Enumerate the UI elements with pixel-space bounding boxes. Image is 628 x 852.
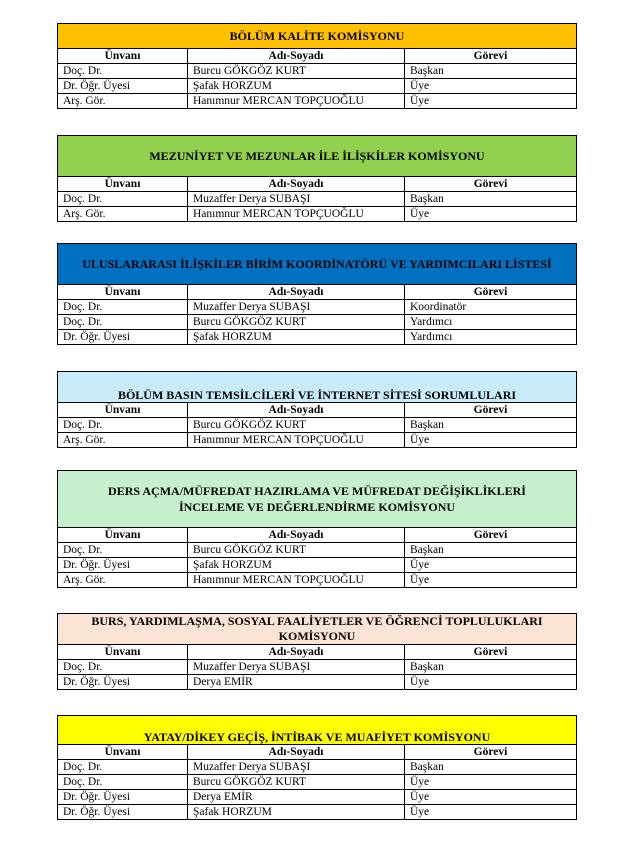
table-row [58, 775, 577, 790]
cell-adsoyad: Burcu GÖKGÖZ KURT [188, 315, 405, 330]
header-unvan: Ünvanı [58, 745, 188, 760]
committee-table-mezuniyet [57, 135, 577, 222]
committee-table-burs [57, 613, 577, 690]
cell-adsoyad: Şafak HORZUM [188, 558, 405, 573]
cell-gorevi: Üye [405, 805, 577, 820]
cell-unvan: Dr. Öğr. Üyesi [58, 558, 188, 573]
cell-unvan: Dr. Öğr. Üyesi [58, 79, 188, 94]
header-adsoyad: Adı-Soyadı [188, 403, 405, 418]
committee-title: BURS, YARDIMLAŞMA, SOSYAL FAALİYETLER VE ÖĞRENCİ TOPLULUKLARI KOMİSYONU [58, 614, 577, 645]
cell-unvan: Doç. Dr. [58, 418, 188, 433]
committee-title: BÖLÜM BASIN TEMSİLCİLERİ VE İNTERNET SİTESİ SORUMLULARI [58, 372, 577, 403]
cell-adsoyad: Şafak HORZUM [188, 330, 405, 345]
cell-gorevi: Üye [405, 207, 577, 222]
header-adsoyad: Adı-Soyadı [188, 177, 405, 192]
table-row [58, 300, 577, 315]
header-unvan: Ünvanı [58, 403, 188, 418]
cell-unvan: Doç. Dr. [58, 543, 188, 558]
cell-adsoyad: Muzaffer Derya SUBAŞI [188, 300, 405, 315]
cell-adsoyad: Hanımnur MERCAN TOPÇUOĞLU [188, 94, 405, 109]
cell-adsoyad: Derya EMİR [188, 790, 405, 805]
table-row [58, 660, 577, 675]
committee-title: MEZUNİYET VE MEZUNLAR İLE İLİŞKİLER KOMİSYONU [58, 136, 577, 177]
cell-gorevi: Başkan [405, 543, 577, 558]
header-gorevi: Görevi [405, 645, 577, 660]
table-row [58, 315, 577, 330]
header-adsoyad: Adı-Soyadı [188, 645, 405, 660]
cell-adsoyad: Burcu GÖKGÖZ KURT [188, 418, 405, 433]
cell-gorevi: Üye [405, 94, 577, 109]
cell-adsoyad: Muzaffer Derya SUBAŞI [188, 192, 405, 207]
table-row [58, 675, 577, 690]
header-unvan: Ünvanı [58, 645, 188, 660]
table-row [58, 94, 577, 109]
cell-unvan: Dr. Öğr. Üyesi [58, 675, 188, 690]
cell-adsoyad: Muzaffer Derya SUBAŞI [188, 760, 405, 775]
table-row [58, 805, 577, 820]
cell-gorevi: Üye [405, 573, 577, 588]
header-gorevi: Görevi [405, 403, 577, 418]
table-row [58, 790, 577, 805]
cell-unvan: Doç. Dr. [58, 64, 188, 79]
cell-adsoyad: Hanımnur MERCAN TOPÇUOĞLU [188, 433, 405, 448]
table-row [58, 558, 577, 573]
cell-unvan: Arş. Gör. [58, 433, 188, 448]
cell-adsoyad: Burcu GÖKGÖZ KURT [188, 64, 405, 79]
header-unvan: Ünvanı [58, 528, 188, 543]
cell-unvan: Arş. Gör. [58, 207, 188, 222]
table-row [58, 64, 577, 79]
cell-gorevi: Başkan [405, 192, 577, 207]
committee-table-yatay-dikey [57, 715, 577, 820]
cell-unvan: Doç. Dr. [58, 315, 188, 330]
header-adsoyad: Adı-Soyadı [188, 49, 405, 64]
cell-adsoyad: Hanımnur MERCAN TOPÇUOĞLU [188, 207, 405, 222]
header-adsoyad: Adı-Soyadı [188, 285, 405, 300]
committee-table-ders-acma [57, 470, 577, 588]
header-unvan: Ünvanı [58, 49, 188, 64]
cell-unvan: Arş. Gör. [58, 573, 188, 588]
cell-gorevi: Başkan [405, 760, 577, 775]
cell-gorevi: Başkan [405, 660, 577, 675]
cell-unvan: Arş. Gör. [58, 94, 188, 109]
cell-gorevi: Başkan [405, 418, 577, 433]
committee-table-uluslararasi [57, 243, 577, 345]
header-gorevi: Görevi [405, 49, 577, 64]
cell-unvan: Doç. Dr. [58, 775, 188, 790]
cell-unvan: Doç. Dr. [58, 192, 188, 207]
cell-adsoyad: Derya EMİR [188, 675, 405, 690]
header-gorevi: Görevi [405, 745, 577, 760]
cell-unvan: Doç. Dr. [58, 760, 188, 775]
cell-gorevi: Üye [405, 79, 577, 94]
table-row [58, 79, 577, 94]
committee-table-kalite [57, 23, 577, 109]
header-gorevi: Görevi [405, 528, 577, 543]
table-row [58, 207, 577, 222]
table-row [58, 330, 577, 345]
table-row [58, 543, 577, 558]
header-adsoyad: Adı-Soyadı [188, 745, 405, 760]
header-gorevi: Görevi [405, 285, 577, 300]
cell-gorevi: Üye [405, 790, 577, 805]
table-row [58, 192, 577, 207]
table-row [58, 573, 577, 588]
cell-unvan: Dr. Öğr. Üyesi [58, 805, 188, 820]
header-adsoyad: Adı-Soyadı [188, 528, 405, 543]
cell-gorevi: Yardımcı [405, 330, 577, 345]
cell-unvan: Dr. Öğr. Üyesi [58, 330, 188, 345]
cell-adsoyad: Şafak HORZUM [188, 805, 405, 820]
committee-table-basin [57, 371, 577, 448]
cell-gorevi: Yardımcı [405, 315, 577, 330]
header-unvan: Ünvanı [58, 285, 188, 300]
committee-title: DERS AÇMA/MÜFREDAT HAZIRLAMA VE MÜFREDAT DEĞİŞİKLİKLERİ İNCELEME VE DEĞERLENDİRME KOMİSYONU [58, 471, 577, 528]
table-row [58, 418, 577, 433]
cell-gorevi: Üye [405, 433, 577, 448]
cell-gorevi: Koordinatör [405, 300, 577, 315]
cell-unvan: Dr. Öğr. Üyesi [58, 790, 188, 805]
cell-adsoyad: Burcu GÖKGÖZ KURT [188, 775, 405, 790]
header-unvan: Ünvanı [58, 177, 188, 192]
table-row [58, 760, 577, 775]
committee-title: BÖLÜM KALİTE KOMİSYONU [58, 24, 577, 49]
cell-unvan: Doç. Dr. [58, 660, 188, 675]
committee-title: YATAY/DİKEY GEÇİŞ, İNTİBAK VE MUAFİYET KOMİSYONU [58, 716, 577, 745]
table-row [58, 433, 577, 448]
cell-gorevi: Üye [405, 775, 577, 790]
cell-adsoyad: Burcu GÖKGÖZ KURT [188, 543, 405, 558]
cell-gorevi: Üye [405, 558, 577, 573]
cell-adsoyad: Muzaffer Derya SUBAŞI [188, 660, 405, 675]
cell-adsoyad: Hanımnur MERCAN TOPÇUOĞLU [188, 573, 405, 588]
cell-gorevi: Başkan [405, 64, 577, 79]
header-gorevi: Görevi [405, 177, 577, 192]
cell-adsoyad: Şafak HORZUM [188, 79, 405, 94]
cell-gorevi: Üye [405, 675, 577, 690]
committee-title: ULUSLARARASI İLİŞKİLER BİRİM KOORDİNATÖRÜ VE YARDIMCILARI LİSTESİ [58, 244, 577, 285]
cell-unvan: Doç. Dr. [58, 300, 188, 315]
